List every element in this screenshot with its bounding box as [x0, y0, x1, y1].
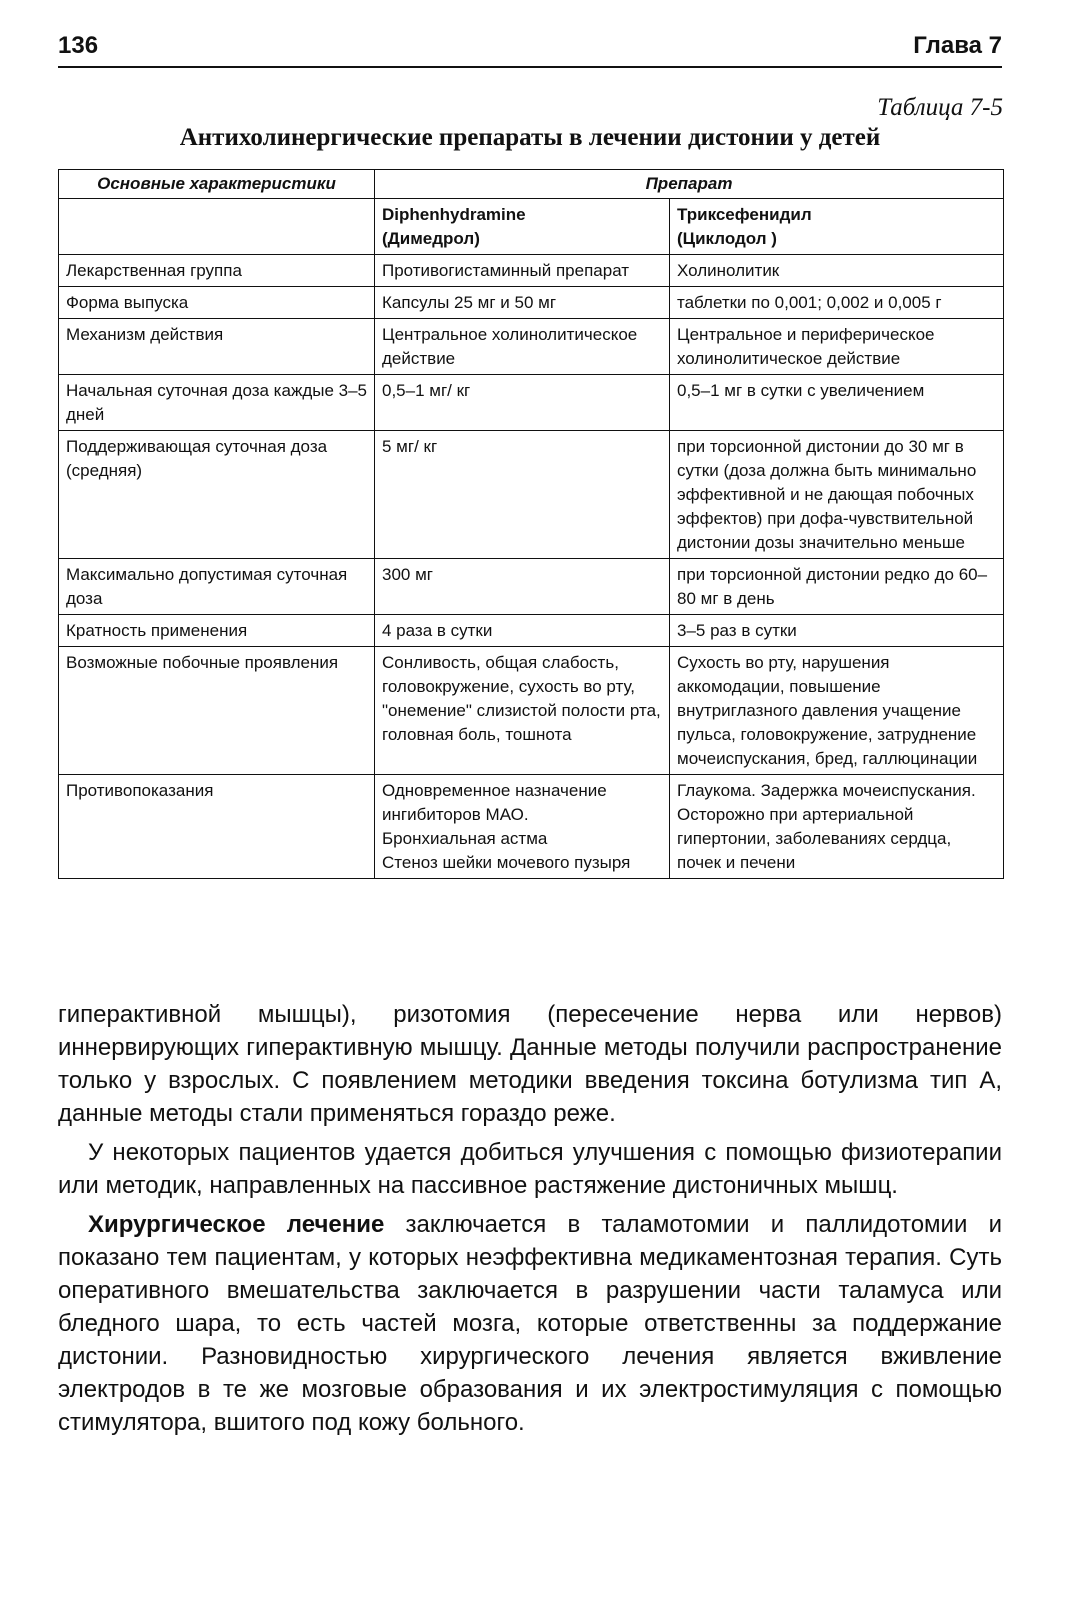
table-number: Таблица 7-5	[877, 94, 1003, 121]
page-number: 136	[58, 32, 99, 59]
drug2-name: Триксефенидил (Циклодол )	[670, 199, 1004, 255]
table-row	[59, 287, 1004, 319]
row-label: Максимально допустимая суточная доза	[59, 559, 375, 615]
table-row	[59, 255, 1004, 287]
row-label: Лекарственная группа	[59, 255, 375, 287]
drug1-value: 300 мг	[375, 559, 670, 615]
drug2-value: Центральное и периферическое холинолитическое действие	[670, 319, 1004, 375]
drug2-value: 0,5–1 мг в сутки с увеличением	[670, 375, 1004, 431]
header-drug: Препарат	[375, 170, 1004, 199]
drug2-value: при торсионной дистонии до 30 мг в сутки (доза должна быть минимально эффективной и не дающая побочных эффектов) при дофа-чувствительной дистонии дозы значительно меньше	[670, 431, 1004, 559]
paragraph-rest: заключается в таламотомии и паллидотомии и показано тем пациентам, у которых неэффективна медикаментозная терапия. Суть оперативного вмешательства заключается в разрушении части таламуса или бледного шара, то есть частей мозга, которые ответственны за поддержание дистонии. Разновидностью хирургического лечения является вживление электродов в те же мозговые образования и их электростимуляция с помощью стимулятора, вшитого под кожу больного.	[58, 1211, 1002, 1436]
drug1-value: 5 мг/ кг	[375, 431, 670, 559]
row-label: Форма выпуска	[59, 287, 375, 319]
running-header	[58, 30, 1002, 68]
drug1-value: Центральное холинолитическое действие	[375, 319, 670, 375]
paragraph: У некоторых пациентов удается добиться улучшения с помощью физиотерапии или методик, направленных на пассивное растяжение дистоничных мышц.	[58, 1139, 1002, 1199]
table-row	[59, 431, 1004, 559]
drug1-name: Diphenhydramine (Димедрол)	[375, 199, 670, 255]
empty-cell	[59, 199, 375, 255]
table-row	[59, 615, 1004, 647]
table-header-row	[59, 170, 1004, 199]
drug1-value: 4 раза в сутки	[375, 615, 670, 647]
drug1-value: Сонливость, общая слабость, головокружение, сухость во рту, "онемение" слизистой полости рта, головная боль, тошнота	[375, 647, 670, 775]
drug1-value: Капсулы 25 мг и 50 мг	[375, 287, 670, 319]
drug1-value: Одновременное назначение ингибиторов МАО. Бронхиальная астма Стеноз шейки мочевого пузыря	[375, 775, 670, 879]
drug2-value: Сухость во рту, нарушения аккомодации, повышение внутриглазного давления учащение пульса, головокружение, затруднение мочеиспускания, бред, галлюцинации	[670, 647, 1004, 775]
paragraph	[58, 1208, 1002, 1439]
drug2-value: при торсионной дистонии редко до 60–80 мг в день	[670, 559, 1004, 615]
row-label: Противопоказания	[59, 775, 375, 879]
drug2-value: 3–5 раз в сутки	[670, 615, 1004, 647]
drug1-value: 0,5–1 мг/ кг	[375, 375, 670, 431]
chapter-label: Глава 7	[913, 32, 1002, 59]
bold-term: Хирургическое лечение	[88, 1211, 385, 1238]
body-text	[58, 998, 1002, 1445]
table-row	[59, 375, 1004, 431]
drug2-value: таблетки по 0,001; 0,002 и 0,005 г	[670, 287, 1004, 319]
row-label: Механизм действия	[59, 319, 375, 375]
row-label: Возможные побочные проявления	[59, 647, 375, 775]
table-row	[59, 775, 1004, 879]
drug-table	[58, 169, 1004, 879]
paragraph: гиперактивной мышцы), ризотомия (пересечение нерва или нервов) иннервирующих гиперактивную мышцу. Данные методы получили распространение только у взрослых. С появлением методики введения токсина ботулизма тип А, данные методы стали применяться гораздо реже.	[58, 1001, 1002, 1127]
table-row	[59, 647, 1004, 775]
drug1-value: Противогистаминный препарат	[375, 255, 670, 287]
drug-names-row	[59, 199, 1004, 255]
row-label: Начальная суточная доза каждые 3–5 дней	[59, 375, 375, 431]
drug2-value: Холинолитик	[670, 255, 1004, 287]
header-characteristics: Основные характеристики	[59, 170, 375, 199]
row-label: Поддерживающая суточная доза (средняя)	[59, 431, 375, 559]
table-title: Антихолинергические препараты в лечении дистонии у детей	[179, 124, 881, 151]
drug2-value: Глаукома. Задержка мочеиспускания. Осторожно при артериальной гипертонии, заболеваниях сердца, почек и печени	[670, 775, 1004, 879]
table-row	[59, 559, 1004, 615]
table-row	[59, 319, 1004, 375]
row-label: Кратность применения	[59, 615, 375, 647]
